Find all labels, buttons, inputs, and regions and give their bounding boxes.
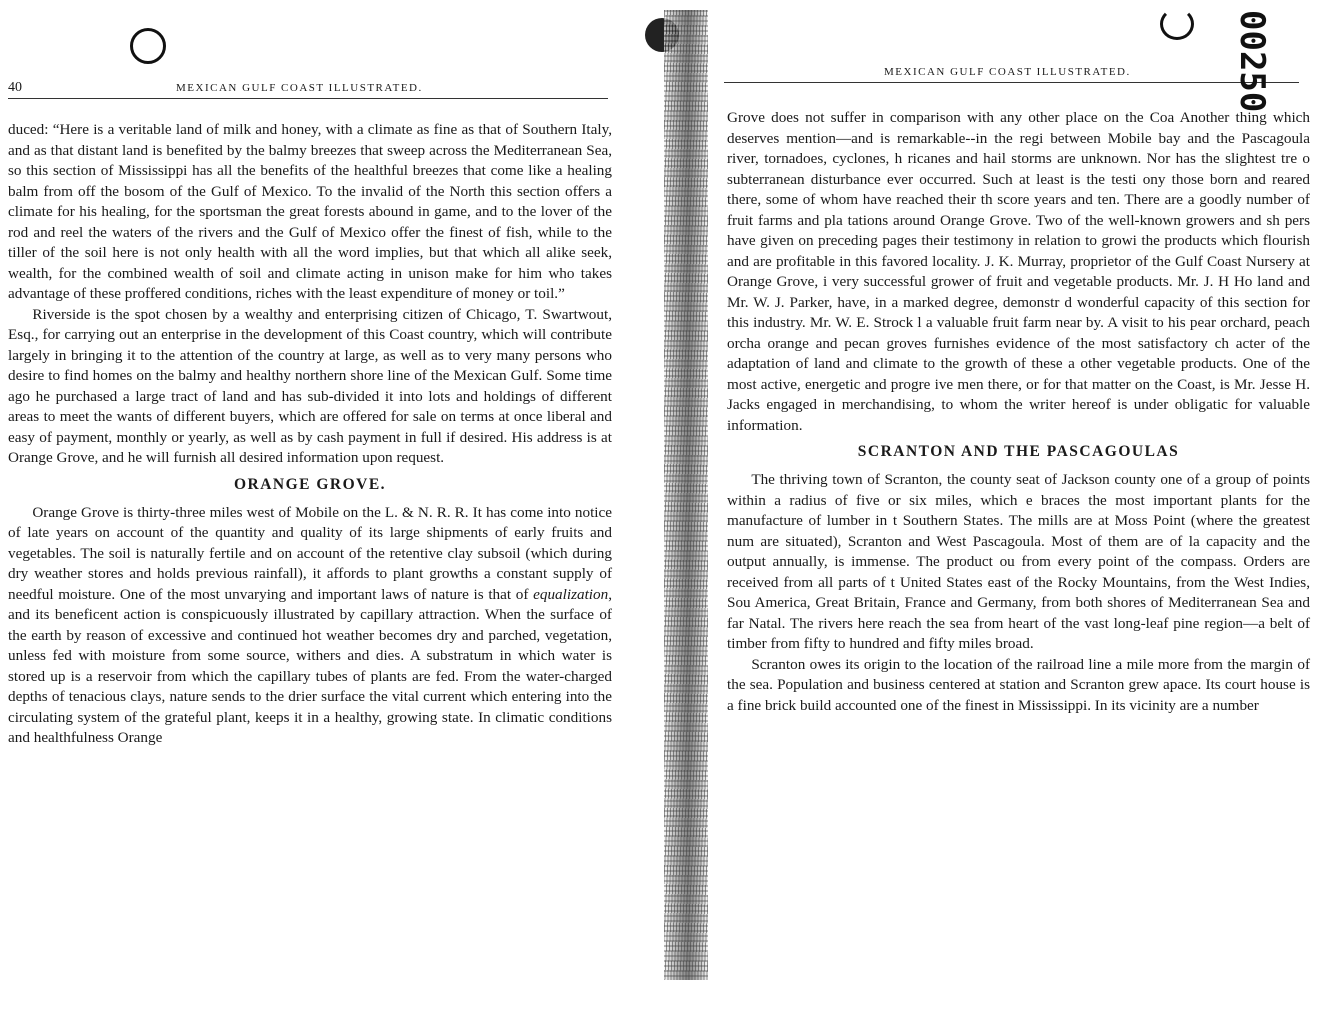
stamp-text: 00250 bbox=[1232, 10, 1272, 113]
paragraph: Riverside is the spot chosen by a wealthy and enterprising citizen of Chicago, T. Swartwout, Esq., for carrying out an enterprise in the development of this Coast country, which will contribute largely in bringing it to the attention of the country at large, as well as to very many persons who desire to find homes on the balmy and healthy northern shore line of the Mexican Gulf. Some time ago he purchased a large tract of land and has sub-divided it into lots and holdings of different areas to meet the wants of different buyers, which are offered for sale on terms at once liberal and easy of payment, monthly or yearly, as well as by cash payment in full if desired. His address is at Orange Grove, and he will furnish all desired information upon request. bbox=[8, 305, 612, 466]
section-heading-orange-grove: ORANGE GROVE. bbox=[233, 475, 387, 493]
paragraph-text: , and its beneficent action is conspicuously illustrated by capillary attraction. When the surface of the earth by reason of excessive and continued hot weather becomes dry and parched, vegetation, unless fed with moisture from some source, withers and dies. A substratum in which water is stored up is a reservoir from which the capillary tubes of plants are fed. From the water-charged depths of tenacious clays, nature sends to the drier surface the vital current which entering into the circulating system of the grateful plant, keeps it in a healthy, growing state. In climatic conditions and healthfulness Orange bbox=[8, 585, 612, 746]
paragraph-text: Orange Grove is thirty-three miles west of Mobile on the L. & N. R. R. It has come into notice of late years on account of the quantity and quality of its large shipments of early fruits and vegetables. The soil is naturally fertile and on account of the retentive clay subsoil (which during dry weather stores and holds previous rainfall), it affords to plant growths a constant supply of needful moisture. One of the most unvarying and important laws of nature is that of bbox=[8, 503, 612, 603]
page-number: 40 bbox=[8, 80, 22, 95]
paragraph: The thriving town of Scranton, the county seat of Jackson county one of a group of points within a radius of five or six miles, which e braces the most important plants for the manufacture of lumber in t Southern States. The mills are at Moss Point (where the greatest num are situated), Scranton and West Pascagoula. Most of them are of la capacity and the output annually, is immense. The product ou from every point of the compass. Orders are received from all parts of t United States east of the Rocky Mountains, from the West Indies, Sou America, Great Britain, France and Germany, from both shores of Mediterranean Sea and far Natal. The rivers here reach the sea from heart of the vast long-leaf pine region—a belt of timber from fifty to hundred and fifty miles broad. bbox=[727, 471, 1310, 652]
running-head: MEXICAN GULF COAST ILLUSTRATED. bbox=[176, 82, 423, 94]
right-page bbox=[700, 0, 1320, 1020]
paragraph bbox=[8, 503, 612, 749]
emphasis-text: equalization bbox=[533, 585, 609, 603]
running-head: MEXICAN GULF COAST ILLUSTRATED. bbox=[884, 66, 1131, 78]
right-page-header bbox=[724, 62, 1299, 83]
section-heading-scranton: SCRANTON AND THE PASCAGOULAS bbox=[857, 443, 1180, 460]
right-page-body bbox=[727, 108, 1310, 716]
archive-stamp-number bbox=[1232, 10, 1282, 240]
left-page bbox=[0, 0, 655, 1020]
paragraph: Scranton owes its origin to the location of the railroad line a mile more from the margin of the sea. Population and business centered at station and Scranton grew apace. Its court house is a fine brick build accounted one of the finest in Mississippi. In its vicinity are a number bbox=[727, 655, 1310, 714]
paragraph: Grove does not suffer in comparison with any other place on the Coa Another thing which deserves mention—and is remarkable--in the regi between Mobile bay and the Pascagoula river, tornadoes, cyclones, h ricanes and hail storms are unknown. Nor has the slightest tre o subterranean disturbance ever occurred. Such at least is the testi ony those born and reared there, some of whom have reached their th score years and ten. There are a goodly number of fruit farms and pla tations around Orange Grove. Two of the well-known growers and sh pers have given on preceding pages their testimony in relation to growi the products which flourish and are profitable in this favored locality. J. K. Murray, proprietor of the Gulf Coast Nursery at Orange Grove, i very successful grower of fruit and vegetable products. Mr. J. H Ho land and Mr. W. J. Parker, have, in a marked degree, demonstr d wonderful capacity of this section for this industry. Mr. W. E. Strock l a valuable fruit farm near by. A visit to his pear orchard, peach orcha orange and pecan groves furnishes evidence of the most satisfactory ch acter of the adaptation of land and climate to the growth of these a other vegetable products. One of the most active, energetic and progre ive men there, or for that matter on the Coast, is Mr. Jesse H. Jacks engaged in merchandising, to whom the writer hereof is under obligatic for valuable information. bbox=[727, 109, 1310, 434]
left-page-body bbox=[8, 120, 612, 749]
paragraph: duced: “Here is a veritable land of milk and honey, with a climate as fine as that of Southern Italy, and as that distant land is benefited by the balmy breezes that sweep across the Mediterranean Sea, so this section of Mississippi has all the benefits of the healthful breezes that come like a healing balm from off the bosom of the Gulf of Mexico. To the invalid of the North this section offers a climate for his healing, for the sportsman the great forests abound in game, and to the lover of the rod and reel the waters of the rivers and the Gulf of Mexico offer the finest of fish, while to the tiller of the soil here is not only health with all the word implies, but that which all alike seek, wealth, for the combined wealth of soil and climate acting in unison make for him who takes advantage of these proffered conditions, riches with the least expenditure of money or toil.” bbox=[8, 121, 612, 302]
left-page-header bbox=[8, 78, 608, 99]
